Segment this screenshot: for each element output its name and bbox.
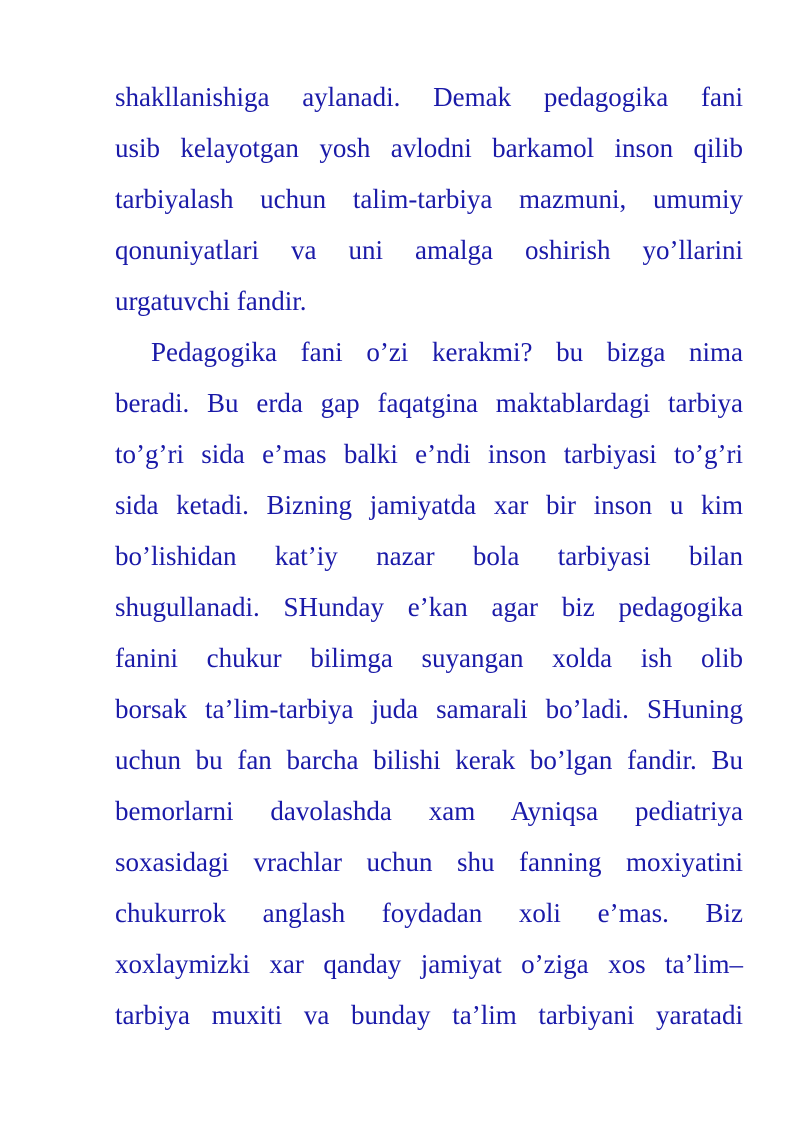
text-line: tarbiya muxiti va bunday ta’lim tarbiyani yaratadi — [115, 1000, 743, 1030]
text-line: shugullanadi. SHunday e’kan agar biz pedagogika — [115, 592, 743, 622]
text-line: xoxlaymizki xar qanday jamiyat o’ziga xos ta’lim– — [115, 949, 743, 979]
paragraph-2 — [115, 327, 743, 1041]
paragraph-1 — [115, 72, 743, 327]
text-line: bo’lishidan kat’iy nazar bola tarbiyasi bilan — [115, 541, 743, 571]
text-line: sida ketadi. Bizning jamiyatda xar bir inson u kim — [115, 490, 743, 520]
text-line: chukurrok anglash foydadan xoli e’mas. Biz — [115, 898, 743, 928]
text-line: beradi. Bu erda gap faqatgina maktablardagi tarbiya — [115, 388, 743, 418]
text-line: urgatuvchi fandir. — [115, 286, 307, 316]
text-line: usib kelayotgan yosh avlodni barkamol inson qilib — [115, 133, 743, 163]
text-line: shakllanishiga aylanadi. Demak pedagogika fani — [115, 82, 743, 112]
text-line: fanini chukur bilimga suyangan xolda ish olib — [115, 643, 743, 673]
text-line: bemorlarni davolashda xam Ayniqsa pediatriya — [115, 796, 743, 826]
text-line: borsak ta’lim-tarbiya juda samarali bo’ladi. SHuning — [115, 694, 743, 724]
text-line: uchun bu fan barcha bilishi kerak bo’lgan fandir. Bu — [115, 745, 743, 775]
text-line: qonuniyatlari va uni amalga oshirish yo’llarini — [115, 235, 743, 265]
text-line: tarbiyalash uchun talim-tarbiya mazmuni, umumiy — [115, 184, 743, 214]
text-line: Pedagogika fani o’zi kerakmi? bu bizga nima — [151, 337, 743, 367]
text-line: soxasidagi vrachlar uchun shu fanning moxiyatini — [115, 847, 743, 877]
text-line: to’g’ri sida e’mas balki e’ndi inson tarbiyasi to’g’ri — [115, 439, 743, 469]
document-page — [115, 72, 743, 1041]
